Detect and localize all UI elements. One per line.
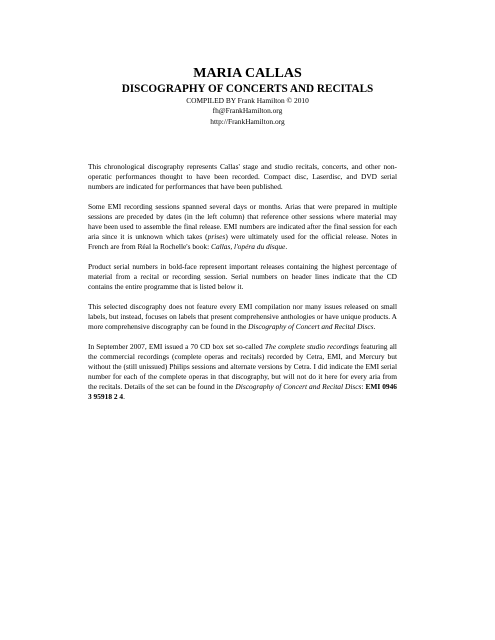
box-set-text-a: In September 2007, EMI issued a 70 CD box set so-called	[88, 342, 265, 351]
paragraph-selection	[88, 302, 397, 332]
sessions-text-end: .	[285, 242, 288, 251]
box-set-text-end: .	[123, 392, 125, 401]
document-subtitle: DISCOGRAPHY OF CONCERTS AND RECITALS	[121, 83, 374, 95]
author-email: fh@FrankHamilton.org	[212, 106, 283, 116]
paragraph-serials: Product serial numbers in bold-face represent important releases containing the highest percentage of material from a recital or recording session. Serial numbers on header lines indicate that the CD contains the entire programme that is listed below it.	[88, 262, 397, 291]
box-set-title: The complete studio recordings	[264, 342, 359, 351]
prises-term: prises	[207, 232, 226, 241]
compiled-by: COMPILED BY Frank Hamilton © 2010	[186, 96, 309, 105]
paragraph-intro: This chronological discography represents Callas' stage and studio recitals, concerts, and other non-operatic performances thought to have been recorded. Compact disc, Laserdisc, and DVD serial numbers are indicated for performances that have been published.	[88, 162, 397, 191]
selection-text-a: This selected discography does not feature every EMI compilation nor many issues released on small labels, but instead, focuses on labels that present comprehensive anthologies or have unique products. A more comprehensive discography can be found in the	[88, 302, 397, 331]
book-title: Callas, l'opéra du disque	[211, 242, 286, 251]
document-body	[88, 162, 397, 412]
selection-text-end: .	[373, 322, 376, 331]
sessions-text-a: Some EMI recording sessions spanned several days or months. Arias that were prepared in multiple sessions are preceded by dates (in the left column) that reference other sessions where material may have been used to assemble the final release. EMI numbers are indicated after the final session for each aria since it is unknown which takes (	[88, 202, 397, 241]
discography-reference-2: Discography of Concert and Recital Discs	[235, 382, 362, 391]
paragraph-sessions	[88, 202, 397, 252]
document-title: MARIA CALLAS	[193, 66, 302, 81]
paragraph-box-set	[88, 342, 397, 402]
document-header	[0, 66, 495, 127]
box-set-serial: EMI 0946 3 95918 2 4	[88, 382, 397, 401]
discography-reference: Discography of Concert and Recital Discs	[248, 322, 374, 331]
sessions-text-b: ) were ultimately used for the official release. Notes in French are from Réal la Rochelle's book:	[88, 232, 397, 251]
box-set-text-b: featuring all the commercial recordings (complete operas and recitals) recorded by Cetra, EMI, and Mercury but without the (still unissued) Philips sessions and alternate versions by Cetra. I did indicate the EMI serial number for each of the complete operas in that discography, but will not do it here for every aria from the recitals. Details of the set can be found in the	[88, 342, 397, 391]
box-set-text-c: :	[361, 382, 366, 391]
author-website: http://FrankHamilton.org	[210, 116, 285, 126]
